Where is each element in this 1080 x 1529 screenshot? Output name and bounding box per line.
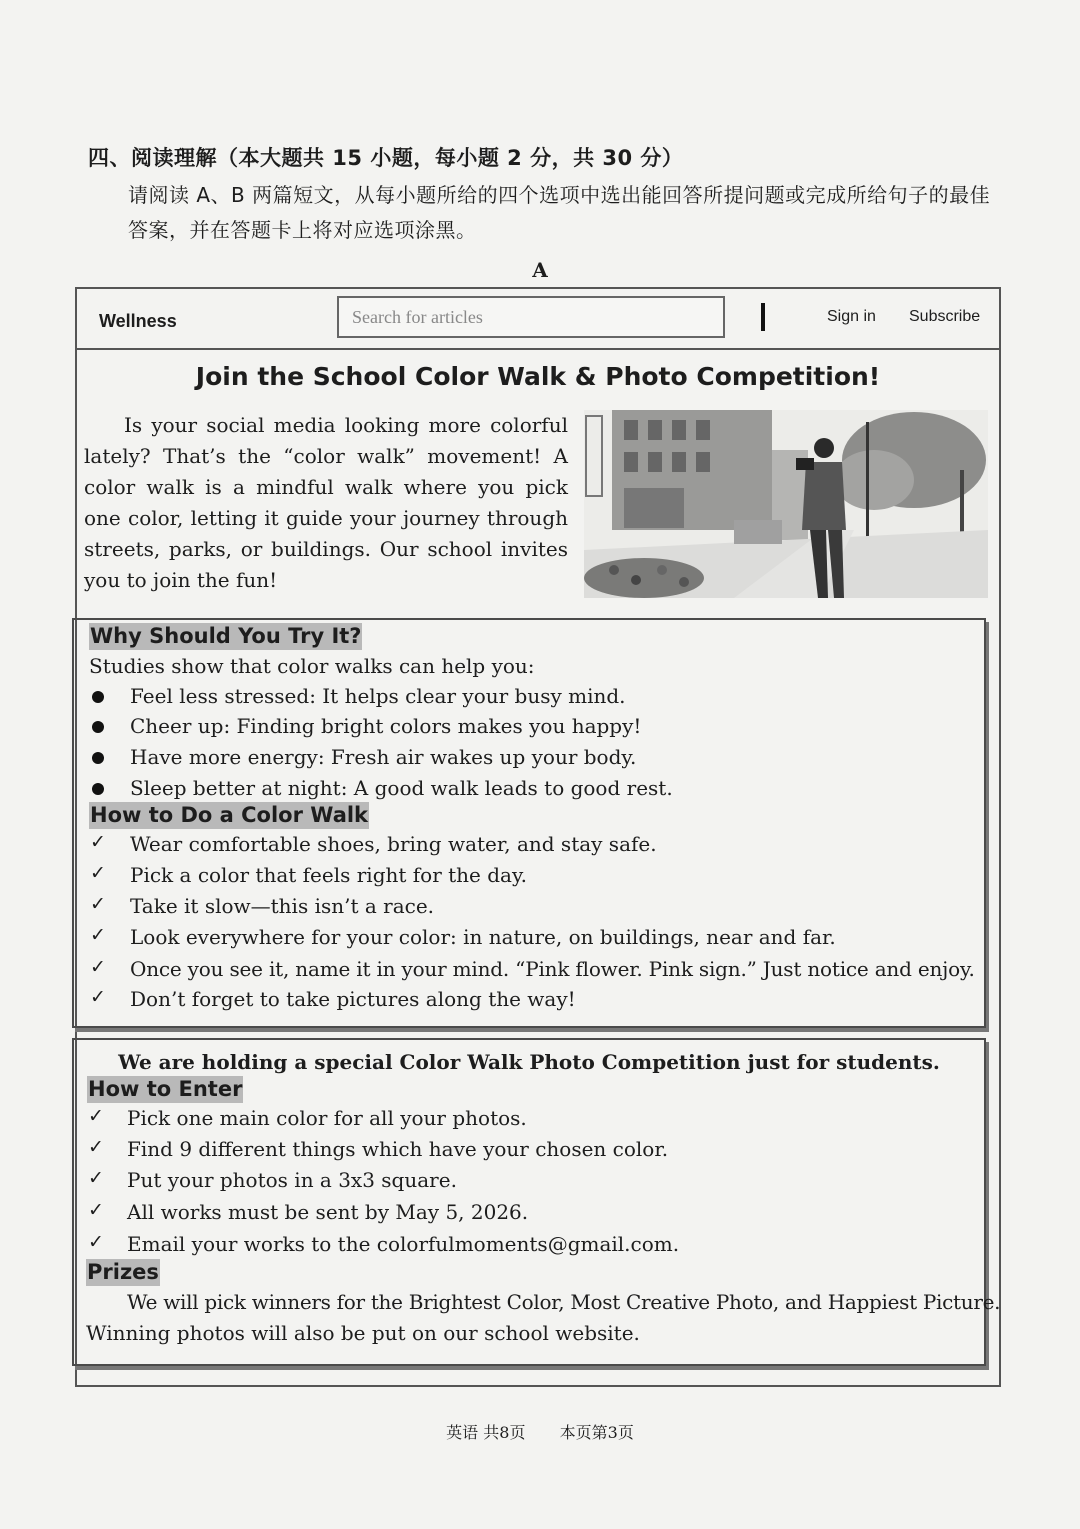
- how-item: Pick a color that feels right for the day.: [130, 863, 527, 887]
- article-intro: [84, 410, 568, 596]
- enter-heading: How to Enter: [88, 1077, 243, 1101]
- check-mark-icon: ✓: [88, 1105, 104, 1127]
- prizes-line: Winning photos will also be put on our school website.: [86, 1321, 640, 1345]
- enter-item: Put your photos in a 3x3 square.: [127, 1168, 457, 1192]
- check-mark-icon: ✓: [90, 924, 106, 946]
- enter-item: Pick one main color for all your photos.: [127, 1106, 527, 1130]
- text-cursor-icon: [761, 303, 765, 331]
- check-mark-icon: ✓: [90, 956, 106, 978]
- passage-label: A: [532, 258, 548, 282]
- site-brand[interactable]: Wellness: [99, 311, 177, 331]
- footer-subject: 英语 共8页: [446, 1423, 526, 1442]
- search-input[interactable]: Search for articles: [337, 296, 725, 338]
- why-item: Have more energy: Fresh air wakes up your body.: [130, 745, 637, 769]
- bullet-dot-icon: [92, 721, 104, 733]
- enter-item: Find 9 different things which have your chosen color.: [127, 1137, 669, 1161]
- sign-in-link[interactable]: Sign in: [827, 308, 876, 325]
- how-item: Don’t forget to take pictures along the way!: [130, 987, 576, 1011]
- why-item: Cheer up: Finding bright colors makes you happy!: [130, 714, 642, 738]
- intro-paragraph: Is your social media looking more colorful lately? That’s the “color walk” movement! A color walk is a mindful walk where you pick one color, letting it guide your journey through streets, parks, or buildings. Our school invites you to join the fun!: [84, 413, 568, 592]
- how-heading: How to Do a Color Walk: [90, 803, 369, 827]
- why-lead: Studies show that color walks can help you:: [89, 654, 535, 678]
- bullet-dot-icon: [92, 783, 104, 795]
- how-item: Once you see it, name it in your mind. “Pink flower. Pink sign.” Just notice and enjoy.: [130, 957, 975, 981]
- check-mark-icon: ✓: [90, 893, 106, 915]
- check-mark-icon: ✓: [88, 1199, 104, 1221]
- subscribe-link[interactable]: Subscribe: [909, 308, 981, 325]
- street-photo: [584, 410, 988, 598]
- check-mark-icon: ✓: [90, 831, 106, 853]
- check-mark-icon: ✓: [90, 862, 106, 884]
- how-item: Look everywhere for your color: in nature, on buildings, near and far.: [130, 925, 836, 949]
- section-instructions: 请阅读 A、B 两篇短文，从每小题所给的四个选项中选出能回答所提问题或完成所给句子的最佳答案，并在答题卡上将对应选项涂黑。: [128, 183, 991, 242]
- why-item: Sleep better at night: A good walk leads to good rest.: [130, 776, 673, 800]
- enter-item: Email your works to the colorfulmoments@gmail.com.: [127, 1232, 680, 1256]
- how-item: Wear comfortable shoes, bring water, and stay safe.: [130, 832, 657, 856]
- how-item: Take it slow—this isn’t a race.: [130, 894, 435, 918]
- why-heading: Why Should You Try It?: [90, 624, 362, 648]
- prizes-heading: Prizes: [87, 1260, 159, 1284]
- bullet-dot-icon: [92, 752, 104, 764]
- competition-announcement: We are holding a special Color Walk Photo Competition just for students.: [118, 1050, 940, 1074]
- check-mark-icon: ✓: [90, 986, 106, 1008]
- check-mark-icon: ✓: [88, 1167, 104, 1189]
- article-title: Join the School Color Walk & Photo Competition!: [195, 362, 881, 391]
- check-mark-icon: ✓: [88, 1136, 104, 1158]
- prizes-line: We will pick winners for the Brightest Color, Most Creative Photo, and Happiest Picture.: [127, 1290, 1001, 1314]
- check-mark-icon: ✓: [88, 1231, 104, 1253]
- page-footer: [0, 1420, 1080, 1443]
- bullet-dot-icon: [92, 691, 104, 703]
- enter-item: All works must be sent by May 5, 2026.: [127, 1200, 529, 1224]
- section-heading: 四、阅读理解（本大题共 15 小题，每小题 2 分，共 30 分）: [88, 146, 684, 170]
- why-item: Feel less stressed: It helps clear your busy mind.: [130, 684, 626, 708]
- footer-page: 本页第3页: [559, 1423, 634, 1442]
- site-header: [75, 287, 1001, 350]
